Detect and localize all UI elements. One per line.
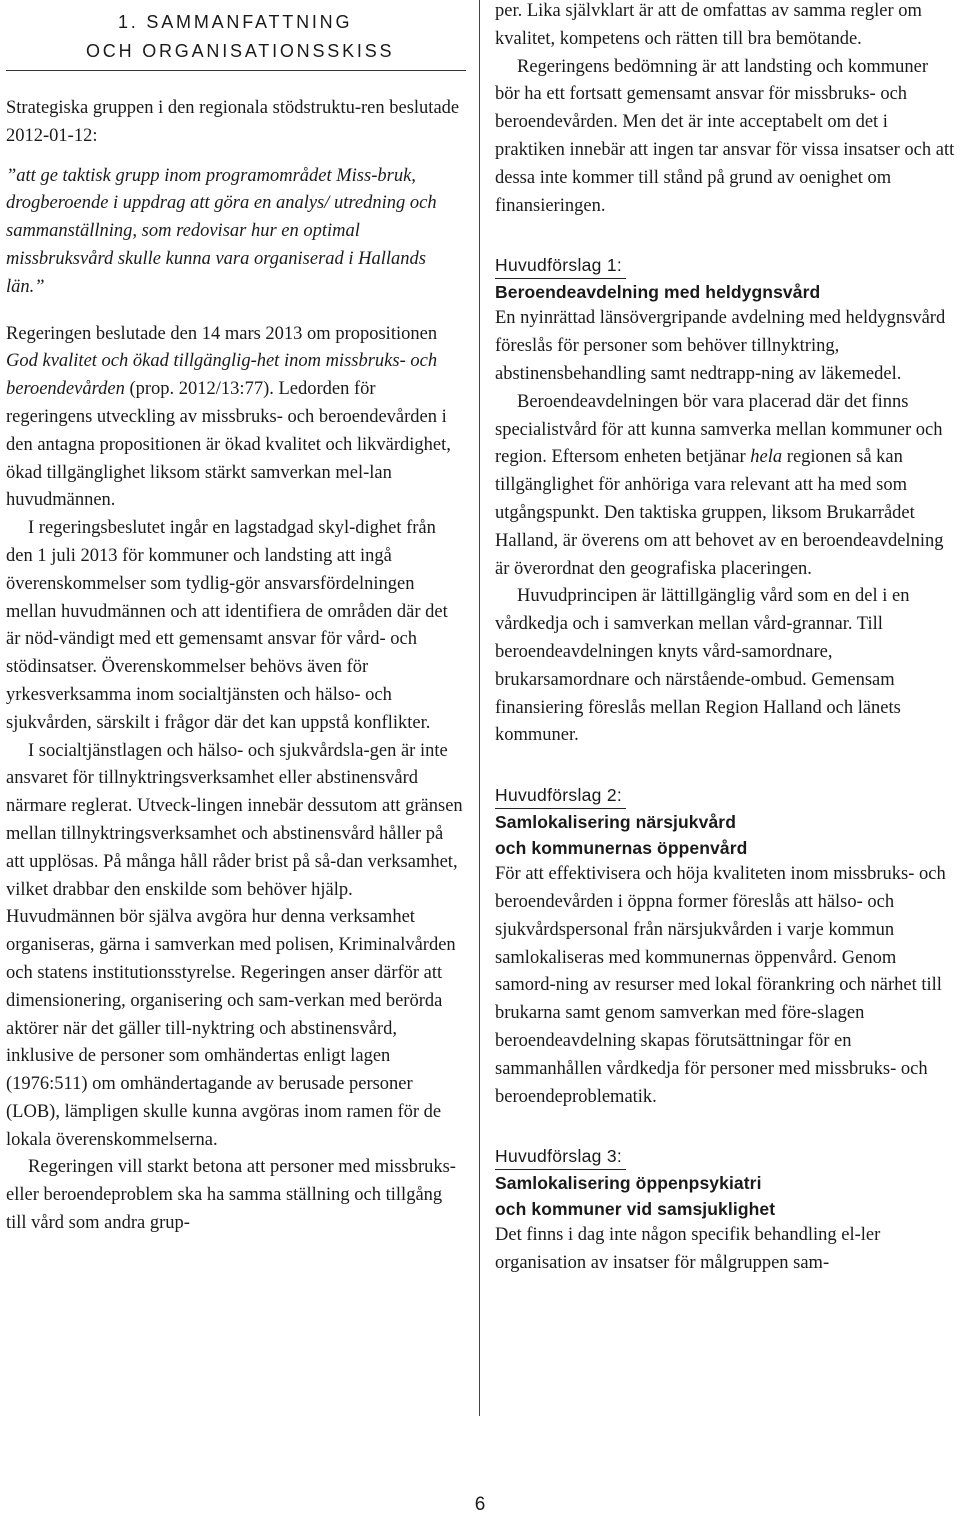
emphasis-hela: hela (750, 447, 783, 468)
proposal-2-title-line-2: och kommunernas öppenvård (495, 838, 748, 859)
paragraph-bedomning: Regeringens bedömning är att landsting och kommuner bör ha ett fortsatt gemensamt ansvar för missbruks- och beroendevården. Men det är inte acceptabelt om det i praktiken innebär att ingen tar ansvar för vissa insatser och att dessa inte kommer till stånd på grund av oenighet om finansieringen. (495, 56, 955, 216)
proposition-title: God kvalitet och ökad tillgänglig-het inom missbruks- och beroendevården (6, 351, 438, 400)
left-column (6, 0, 466, 1238)
section-heading-line-1: 1. SAMMANFATTNING (118, 12, 353, 32)
proposition-text-before: Regeringen beslutade den 14 mars 2013 om propositionen (6, 323, 438, 344)
column-divider (479, 0, 480, 1416)
beroendeavdelning-text-before: Beroendeavdelningen bör vara placerad där det finns specialistvård för att kunna samverka mellan kommuner och region. Eftersom enheten betjänar (495, 391, 943, 468)
section-heading (6, 8, 466, 71)
paragraph-huvudprincipen: Huvudprincipen är lättillgänglig vård som en del i en vårdkedja och i samverkan mellan vård-grannar. Till beroendeavdelningen knyts vård-samordnare, brukarsamordnare och närstående-ombud. Gemensam finansiering föreslås mellan Region Halland och länets kommuner. (495, 586, 910, 746)
proposal-2-title-line-1: Samlokalisering närsjukvård (495, 812, 737, 833)
proposal-3-title-line-2: och kommuner vid samsjuklighet (495, 1199, 776, 1220)
paragraph-continued: per. Lika självklart är att de omfattas av samma regler om kvalitet, kompetens och rätten till bra bemötande. (495, 1, 922, 49)
proposition-text-after: (prop. 2012/13:77). Ledorden för regeringens utveckling av missbruks- och beroendevården i den antagna propositionen är ökad kvalitet och likvärdighet, ökad tillgänglighet liksom stärkt samverkan mel-lan huvudmännen. (6, 379, 451, 511)
proposal-2-heading (495, 782, 955, 861)
section-heading-line-2: OCH ORGANISATIONSSKISS (86, 41, 395, 61)
proposal-3-label: Huvudförslag 3: (495, 1143, 626, 1170)
page-number: 6 (474, 1494, 486, 1515)
paragraph-tillnyktring: I socialtjänstlagen och hälso- och sjukvårdsla-gen är inte ansvaret för tillnyktringsverksamhet eller abstinensvård närmare reglerat. Utveck-lingen innebär dessutom att gränsen mellan tillnyktringsverksamhet och abstinensvård håller på att upplösas. På många håll råder brist på så-dan verksamhet, vilket drabbar den enskilde som behöver hjälp. Huvudmännen bör själva avgöra hur denna verksamhet organiseras, gärna i samverkan med polisen, Kriminalvården och statens institutionsstyrelse. Regeringen anser därför att dimensionering, organisering och sam-verkan med berörda aktörer när det gäller till-nyktring och abstinensvård, inklusive de personer som omhändertas enligt lagen (1976:511) om omhändertagande av berusade personer (LOB), lämpligen skulle kunna avgöras inom ramen för de lokala överenskommelserna. (6, 740, 463, 1150)
paragraph-overenskommelser: I regeringsbeslutet ingår en lagstadgad skyl-dighet från den 1 juli 2013 för kommuner och landsting att ingå överenskommelser som tydlig-gör ansvarsfördelningen mellan huvudmännen och att identifiera de områden där det är nöd-vändigt med ett gemensamt ansvar för vård- och stödinsatser. Överenskommelser behövs även för yrkesverksamma inom socialtjänsten och hälso- och sjukvården, särskilt i frågor där det kan uppstå konflikter. (6, 518, 448, 733)
paragraph-proposition (6, 321, 466, 516)
proposal-1-paragraph: En nyinrättad länsövergripande avdelning med heldygnsvård föreslås för personer som behöver tillnyktring, abstinensbehandling samt nedtrapp-ning av läkemedel. (495, 308, 946, 384)
beroendeavdelning-text-after: regionen så kan tillgänglighet för anhöriga vara relevant att ha med som utgångspunkt. Den taktiska gruppen, liksom Brukarrådet Halland, är överens om att behovet av en beroendeavdelning är överordnat den geografiska placeringen. (495, 447, 944, 579)
proposal-3-heading (495, 1143, 955, 1222)
proposal-2-label: Huvudförslag 2: (495, 782, 626, 809)
right-column (495, 0, 955, 1278)
proposal-3-paragraph: Det finns i dag inte någon specifik behandling el-ler organisation av insatser för målgruppen sam- (495, 1225, 881, 1274)
proposal-2-paragraph: För att effektivisera och höja kvaliteten inom missbruks- och beroendevården i öppna former föreslås att hälso- och sjukvårdspersonal från närsjukvården i varje kommun samlokaliseras med kommunernas öppenvård. Genom samord-ning av resurser med lokal förankring och närhet till brukarna samt genom samverkan med före-slagen beroendeavdelning skapas förutsättningar för en sammanhållen vårdkedja för personer med missbruks- och beroendeproblematik. (495, 864, 946, 1107)
paragraph-beroendeavdelning (495, 389, 955, 584)
intro-paragraph: Strategiska gruppen i den regionala stödstruktu-ren beslutade 2012-01-12: (6, 98, 460, 146)
proposal-1-title: Beroendeavdelning med heldygnsvård (495, 282, 821, 303)
proposal-1-label: Huvudförslag 1: (495, 252, 626, 279)
quote-paragraph: ”att ge taktisk grupp inom programområdet Miss-bruk, drogberoende i uppdrag att göra en analys/ utredning och sammanställning, som redovisar hur en optimal missbruksvård skulle kunna vara organiserad i Hallands län.” (6, 165, 437, 297)
proposal-3-title-line-1: Samlokalisering öppenpsykiatri (495, 1173, 762, 1194)
proposal-1-heading (495, 252, 955, 305)
paragraph-regeringen-betona: Regeringen vill starkt betona att personer med missbruks- eller beroendeproblem ska ha samma ställning och tillgång till vård som andra grup- (6, 1157, 456, 1234)
